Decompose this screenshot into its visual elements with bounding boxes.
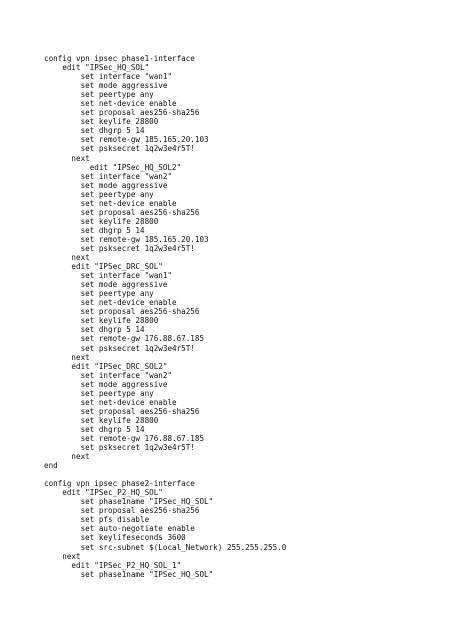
config-line: set proposal aes256-sha256 (44, 506, 200, 516)
config-line: set interface "wan2" (44, 171, 173, 181)
config-line: next (44, 153, 90, 163)
config-line: next (44, 253, 90, 263)
config-line: set keylife 28800 (44, 415, 159, 425)
config-line: next (44, 551, 81, 561)
config-line: set psksecret 1q2w3e4r5T! (44, 343, 195, 353)
config-line: config vpn ipsec phase2-interface (44, 479, 195, 489)
config-line: set mode aggressive (44, 280, 168, 290)
config-line: next (44, 352, 90, 362)
config-line: set net-device enable (44, 397, 177, 407)
config-line: set phase1name "IPSec_HQ_SOL" (44, 569, 214, 579)
config-line: set keylifeseconds 3600 (44, 533, 186, 543)
config-line: set peertype any (44, 189, 154, 199)
config-code-block (44, 54, 286, 579)
config-line: set peertype any (44, 289, 154, 299)
config-line: set remote-gw 185.165.20.103 (44, 135, 209, 145)
config-line: set src-subnet $(Local_Network) 255.255.255.0 (44, 542, 287, 552)
config-line: set proposal aes256-sha256 (44, 307, 200, 317)
config-line: set pfs disable (44, 515, 150, 525)
config-line: set remote-gw 185.165.20.103 (44, 234, 209, 244)
config-line: config vpn ipsec phase1-interface (44, 54, 195, 63)
config-line: set psksecret 1q2w3e4r5T! (44, 443, 195, 453)
config-line: edit "IPSec_P2_HQ_SOL_1" (44, 560, 182, 570)
config-line: set proposal aes256-sha256 (44, 108, 200, 118)
config-line: edit "IPSec_P2_HQ_SOL" (44, 488, 163, 498)
config-line: set keylife 28800 (44, 117, 159, 127)
config-line: set dhgrp 5 14 (44, 424, 145, 434)
config-line: set psksecret 1q2w3e4r5T! (44, 243, 195, 253)
config-line: set interface "wan2" (44, 370, 173, 380)
config-line: set keylife 28800 (44, 216, 159, 226)
config-line: set dhgrp 5 14 (44, 225, 145, 235)
config-line: set peertype any (44, 388, 154, 398)
config-line: edit "IPSec_HQ_SOL" (44, 63, 150, 73)
config-line: set remote-gw 176.88.67.185 (44, 334, 205, 344)
config-line: set auto-negotiate enable (44, 524, 195, 534)
config-line: set proposal aes256-sha256 (44, 207, 200, 217)
config-line: edit "IPSec_DRC_SOL" (44, 262, 163, 272)
config-line: set psksecret 1q2w3e4r5T! (44, 144, 195, 154)
config-line: set keylife 28800 (44, 316, 159, 326)
config-line: end (44, 461, 58, 471)
config-line (44, 470, 286, 479)
config-line: set phase1name "IPSec_HQ_SOL" (44, 497, 214, 507)
config-line: set remote-gw 176.88.67.185 (44, 433, 205, 443)
config-line: set dhgrp 5 14 (44, 126, 145, 136)
config-line: set interface "wan1" (44, 271, 173, 281)
config-line: set net-device enable (44, 99, 177, 109)
config-line: set net-device enable (44, 198, 177, 208)
config-line: set dhgrp 5 14 (44, 325, 145, 335)
config-line: edit "IPSec_DRC_SOL2" (44, 361, 168, 371)
config-line: set mode aggressive (44, 81, 168, 91)
config-line: set proposal aes256-sha256 (44, 406, 200, 416)
config-line: edit "IPSec_HQ_SOL2" (44, 162, 182, 172)
config-line: set mode aggressive (44, 379, 168, 389)
config-line: set mode aggressive (44, 180, 168, 190)
config-line: set net-device enable (44, 298, 177, 308)
config-line: next (44, 452, 90, 462)
config-line: set peertype any (44, 90, 154, 100)
config-line: set interface "wan1" (44, 72, 173, 82)
